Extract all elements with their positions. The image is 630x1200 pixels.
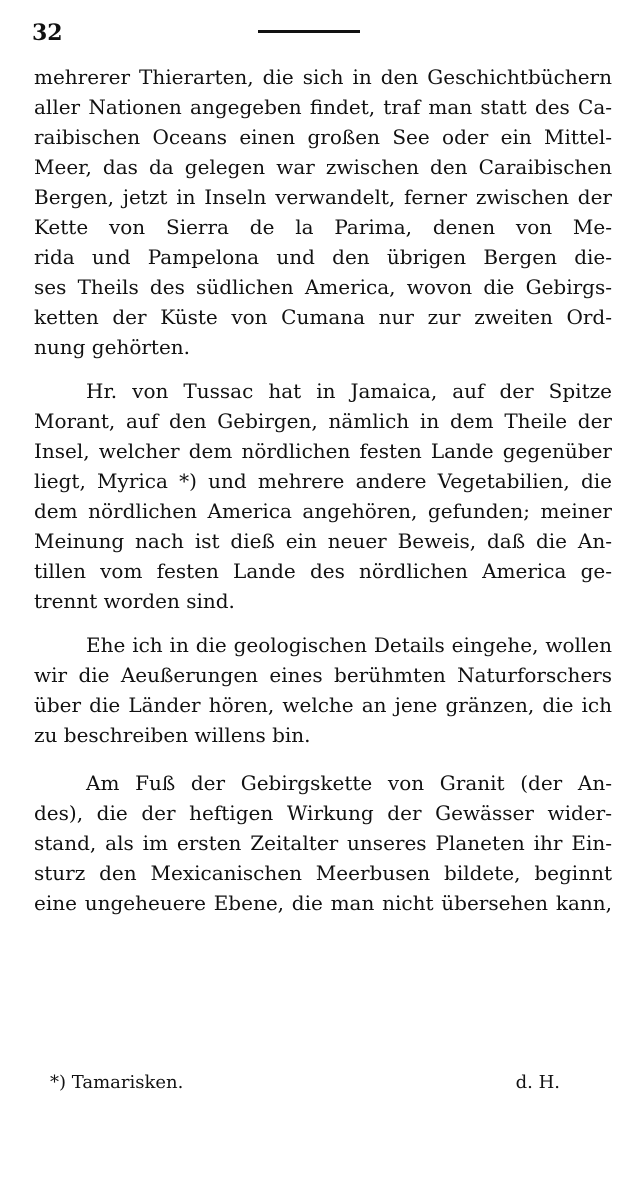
text-line: Am Fuß der Gebirgskette von Granit (der An-	[86, 771, 612, 795]
text-line: tillen vom festen Lande des nördlichen America ge-	[34, 559, 612, 583]
text-line: Meer, das da gelegen war zwischen den Caraibischen	[34, 155, 612, 179]
text-line: rida und Pampelona und den übrigen Bergen die-	[34, 245, 612, 269]
text-line: zu beschreiben willens bin.	[34, 723, 311, 747]
page-number: 32	[32, 20, 63, 46]
text-line: aller Nationen angegeben findet, traf man statt des Ca-	[34, 95, 612, 119]
text-line: mehrerer Thierarten, die sich in den Geschichtbüchern	[34, 65, 612, 89]
text-line: sturz den Mexicanischen Meerbusen bildete, beginnt	[34, 861, 612, 885]
footnote-signature: d. H.	[515, 1072, 560, 1093]
text-line: Kette von Sierra de la Parima, denen von Me-	[34, 215, 612, 239]
paragraph-2	[34, 376, 612, 616]
text-line: ketten der Küste von Cumana nur zur zweiten Ord-	[34, 305, 612, 329]
text-line: Bergen, jetzt in Inseln verwandelt, ferner zwischen der	[34, 185, 612, 209]
text-line: eine ungeheuere Ebene, die man nicht übersehen kann,	[34, 891, 612, 915]
text-line: über die Länder hören, welche an jene gränzen, die ich	[34, 693, 612, 717]
footnote-text: *) Tamarisken.	[50, 1072, 184, 1093]
text-line: stand, als im ersten Zeitalter unseres Planeten ihr Ein-	[34, 831, 612, 855]
text-line: dem nördlichen America angehören, gefunden; meiner	[34, 499, 612, 523]
text-line: des), die der heftigen Wirkung der Gewässer wider-	[34, 801, 612, 825]
text-line: Morant, auf den Gebirgen, nämlich in dem Theile der	[34, 409, 612, 433]
text-line: wir die Aeußerungen eines berühmten Naturforschers	[34, 663, 612, 687]
paragraph-1	[34, 62, 612, 362]
text-line: nung gehörten.	[34, 335, 191, 359]
text-line: Hr. von Tussac hat in Jamaica, auf der Spitze	[86, 379, 612, 403]
body-text	[34, 62, 612, 918]
text-line: ses Theils des südlichen America, wovon die Gebirgs-	[34, 275, 612, 299]
text-line: Insel, welcher dem nördlichen festen Lande gegenüber	[34, 439, 612, 463]
text-line: raibischen Oceans einen großen See oder ein Mittel-	[34, 125, 612, 149]
paragraph-4	[34, 768, 612, 918]
text-line: trennt worden sind.	[34, 589, 235, 613]
text-line: liegt, Myrica *) und mehrere andere Vegetabilien, die	[34, 469, 612, 493]
header-rule	[258, 30, 360, 33]
text-line: Ehe ich in die geologischen Details eingehe, wollen	[86, 633, 612, 657]
text-line: Meinung nach ist dieß ein neuer Beweis, daß die An-	[34, 529, 612, 553]
paragraph-3	[34, 630, 612, 750]
